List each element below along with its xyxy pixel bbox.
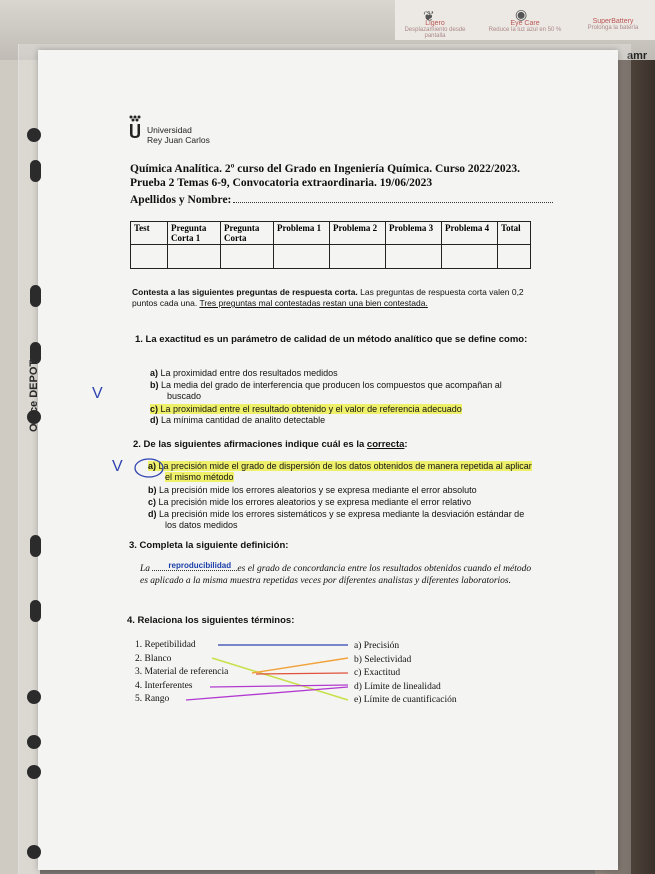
laptop-item-sub: Reduce la luz azul en 50 % [488, 27, 562, 33]
exam-header [130, 162, 520, 190]
binder-ring [27, 765, 41, 779]
q1-option-d[interactable] [150, 415, 325, 426]
eye-icon: ◉ [515, 6, 528, 22]
option-letter: c) [150, 404, 159, 414]
question-4-title: 4. Relaciona los siguientes términos: [127, 615, 295, 626]
match-line-3-c [256, 673, 348, 674]
name-field[interactable] [130, 194, 553, 206]
match-line-4-d [210, 685, 348, 687]
match-option: e) Límite de cuantificación [354, 695, 457, 705]
laptop-item-3 [573, 6, 653, 31]
grade-cell[interactable] [131, 245, 168, 269]
match-term: 1. Repetibilidad [135, 640, 196, 650]
match-line-5-d [186, 687, 348, 700]
grade-header-cell: Pregunta Corta 1 [168, 222, 221, 245]
option-text: La mínima cantidad de analito detectable [161, 415, 326, 425]
option-letter: d) [148, 509, 157, 519]
match-option: b) Selectividad [354, 654, 412, 665]
match-option: c) Exactitud [354, 668, 401, 678]
grade-header-cell: Problema 2 [330, 222, 386, 245]
grade-cell[interactable] [498, 245, 531, 269]
laptop-item-2 [485, 6, 565, 33]
question-2-title-pre: 2. De las siguientes afirmaciones indique cuál es la [133, 439, 367, 450]
q1-option-c[interactable] [150, 404, 462, 415]
instructions-bold: Contesta a las siguientes preguntas de respuesta corta. [132, 287, 358, 297]
definition-text [140, 563, 535, 587]
office-depot-logo [28, 402, 40, 432]
question-2-title-post: : [404, 439, 408, 450]
laptop-item-title: Eye Care [510, 20, 540, 27]
option-letter: b) [150, 380, 159, 390]
grade-score-row [131, 245, 531, 269]
punch-hole [30, 535, 41, 557]
header-line2: Prueba 2 Temas 6-9, Convocatoria extraordinaria. 19/06/2023 [130, 177, 433, 189]
laptop-screen [395, 0, 655, 62]
university-line2: Rey Juan Carlos [147, 135, 210, 145]
instructions-text: Las preguntas de respuesta corta valen 0,2 puntos cada una. [132, 287, 524, 308]
question-2-title [133, 439, 533, 451]
question-2-title-underlined: correcta [366, 439, 405, 450]
grade-cell[interactable] [168, 245, 221, 269]
grade-header-cell: Problema 4 [442, 222, 498, 245]
question-1 [135, 334, 535, 346]
grade-header-cell: Total [498, 222, 531, 245]
question-3-title: 3. Completa la siguiente definición: [129, 540, 289, 551]
punch-hole [30, 600, 41, 622]
university-line1: Universidad [147, 125, 192, 135]
grade-header-row [131, 222, 531, 245]
match-right-column [354, 640, 504, 708]
binder-ring [27, 845, 41, 859]
instructions-underlined: Tres preguntas mal contestadas restan una bien contestada. [199, 298, 428, 308]
match-option: d) Límite de linealidad [354, 681, 441, 692]
grade-cell[interactable] [274, 245, 330, 269]
laptop-item-sub: Desplazamiento desde pantalla [404, 27, 466, 39]
laptop-item-title: Ligero [425, 20, 445, 27]
option-text: La precisión mide los errores aleatorios y se expresa mediante el error relativo [158, 497, 472, 507]
q1-option-a[interactable] [150, 368, 338, 379]
option-letter: c) [148, 497, 157, 507]
grade-cell[interactable] [221, 245, 274, 269]
q2-option-d[interactable] [148, 509, 535, 531]
question-4 [127, 615, 527, 627]
definition-blank[interactable] [152, 561, 237, 571]
option-text: La precisión mide el grado de dispersión de los datos obtenidos de manera repetida al aplicar el mismo método [158, 461, 532, 482]
option-text: La precisión mide los errores sistemáticos y se expresa mediante la desviación estándar de los datos medidos [159, 509, 525, 530]
university-logo-icon [128, 115, 142, 139]
option-text: La media del grado de interferencia que producen los compuestos que acompañan al buscado [161, 380, 502, 401]
option-text: La proximidad entre dos resultados medidos [160, 368, 338, 378]
match-term: 4. Interferentes [135, 680, 193, 691]
match-option: a) Precisión [354, 641, 400, 651]
binder-ring [27, 128, 41, 142]
option-letter: b) [148, 485, 157, 495]
check-mark-q1: V [92, 385, 103, 402]
definition-post: es el grado de concordancia entre los resultados obtenidos cuando el método es aplicado a la misma muestra repetidas veces por diferentes analistas y diferentes laboratorios. [140, 564, 532, 586]
grade-cell[interactable] [442, 245, 498, 269]
laptop-item-1 [395, 6, 475, 39]
laptop-item-sub: Prolonga la batería [587, 25, 639, 31]
option-text: La precisión mide los errores aleatorios y se expresa mediante el error absoluto [159, 485, 477, 495]
check-mark-q2: V [112, 458, 123, 475]
option-letter: a) [150, 368, 159, 378]
q1-option-b[interactable] [150, 380, 537, 402]
binder-ring [27, 690, 41, 704]
header-line1: Química Analítica. 2º curso del Grado en Ingeniería Química. Curso 2022/2023. [130, 163, 521, 175]
q2-option-c[interactable] [148, 497, 471, 508]
instructions [132, 287, 532, 309]
grade-cell[interactable] [386, 245, 442, 269]
grade-header-cell: Test [131, 222, 168, 245]
grade-table [130, 221, 531, 269]
laptop-brand: amr [627, 50, 648, 62]
grade-header-cell: Problema 1 [274, 222, 330, 245]
question-1-title: 1. La exactitud es un parámetro de calidad de un método analítico que se define como: [135, 334, 528, 345]
handwritten-answer: reproducibilidad [168, 561, 232, 570]
grade-header-cell: Problema 3 [386, 222, 442, 245]
question-3 [129, 540, 529, 552]
name-label: Apellidos y Nombre: [130, 194, 232, 206]
punch-hole [30, 160, 41, 182]
matching-lines [170, 638, 360, 708]
match-line-3-b [252, 658, 348, 673]
q2-option-a[interactable] [148, 461, 535, 483]
laptop-item-title: SuperBattery [592, 18, 634, 25]
punch-hole [30, 285, 41, 307]
option-letter: d) [150, 415, 159, 425]
match-term: 2. Blanco [135, 653, 172, 664]
option-text: La proximidad entre el resultado obtenido y el valor de referencia adecuado [160, 404, 462, 414]
option-letter: a) [148, 461, 157, 471]
grade-cell[interactable] [330, 245, 386, 269]
circle-mark-icon [133, 457, 165, 479]
university-name [147, 125, 210, 145]
name-blank[interactable] [233, 202, 553, 203]
question-2 [133, 439, 533, 451]
q2-option-b[interactable] [148, 485, 477, 496]
match-line-2-e [212, 658, 348, 700]
grade-header-cell: Pregunta Corta [221, 222, 274, 245]
match-term: 5. Rango [135, 694, 170, 704]
feather-icon: ❦ [423, 8, 435, 24]
match-term: 3. Material de referencia [135, 667, 229, 677]
definition-pre: La [140, 564, 153, 574]
binder-ring [27, 735, 41, 749]
